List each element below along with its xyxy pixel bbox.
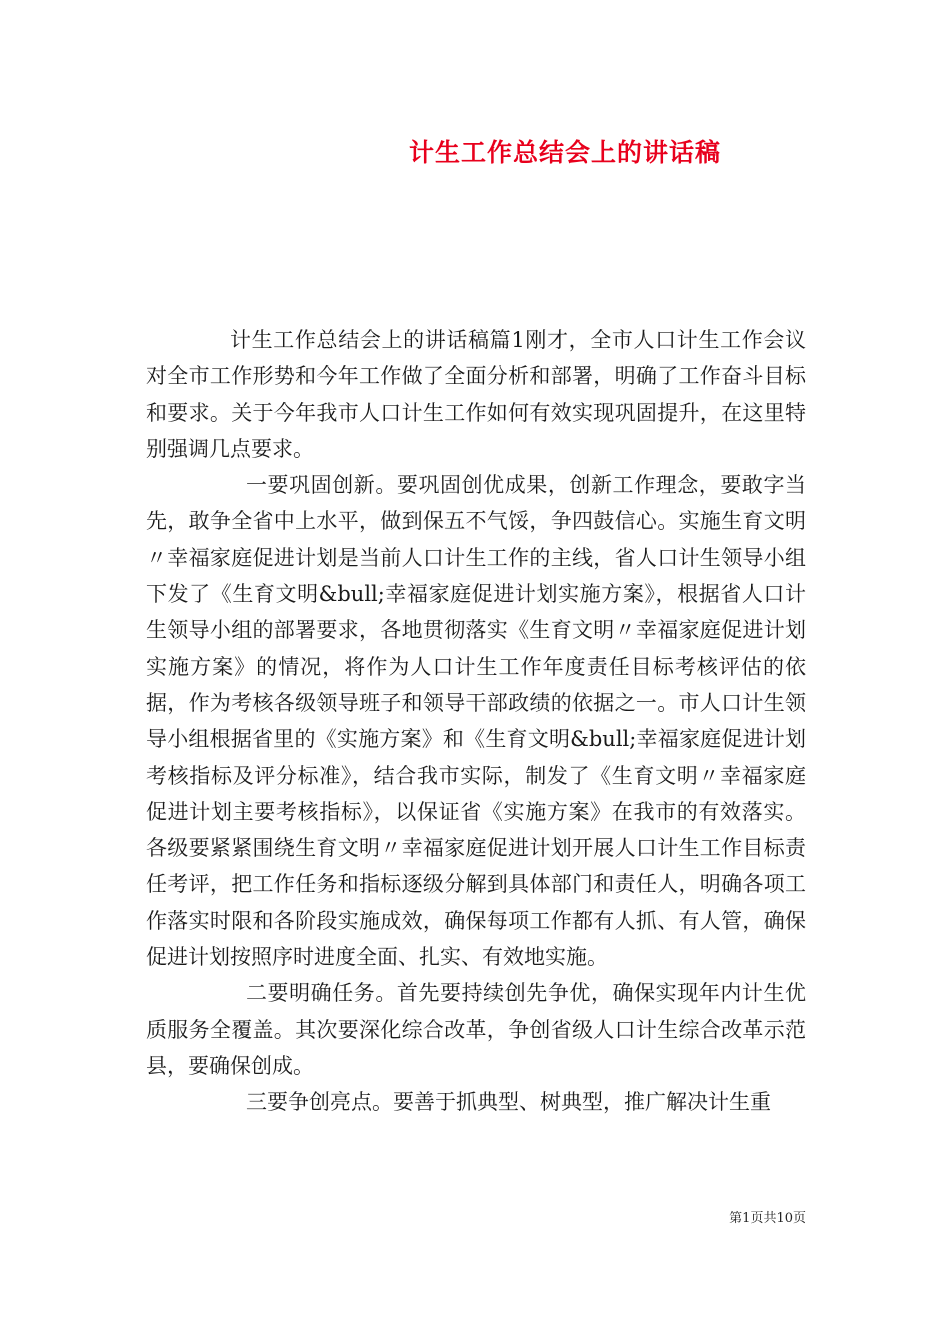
paragraph-point-three: 三要争创亮点。要善于抓典型、树典型，推广解决计生重 <box>246 1090 771 1115</box>
paragraph-intro: 计生工作总结会上的讲话稿篇1刚才，全市人口计生工作会议对全市工作形势和今年工作做了全面分析和部署，明确了工作奋斗目标和要求。关于今年我市人口计生工作如何有效实现巩固提升，在这里特别强调几点要求。 <box>146 328 806 461</box>
paragraph-point-two: 二要明确任务。首先要持续创先争优，确保实现年内计生优质服务全覆盖。其次要深化综合改革，争创省级人口计生综合改革示范县，要确保创成。 <box>146 981 806 1078</box>
paragraph-point-one: 一要巩固创新。要巩固创优成果，创新工作理念，要敢字当先，敢争全省中上水平，做到保五不气馁，争四鼓信心。实施生育文明〃幸福家庭促进计划是当前人口计生工作的主线，省人口计生领导小组下发了《生育文明&bull;幸福家庭促进计划实施方案》，根据省人口计生领导小组的部署要求，各地贯彻落实《生育文明〃幸福家庭促进计划实施方案》的情况，将作为人口计生工作年度责任目标考核评估的依据，作为考核各级领导班子和领导干部政绩的依据之一。市人口计生领导小组根据省里的《实施方案》和《生育文明&bull;幸福家庭促进计划考核指标及评分标准》，结合我市实际，制发了《生育文明〃幸福家庭促进计划主要考核指标》，以保证省《实施方案》在我市的有效落实。各级要紧紧围绕生育文明〃幸福家庭促进计划开展人口计生工作目标责任考评，把工作任务和指标逐级分解到具体部门和责任人，明确各项工作落实时限和各阶段实施成效，确保每项工作都有人抓、有人管，确保促进计划按照序时进度全面、扎实、有效地实施。 <box>146 473 806 970</box>
document-body <box>146 322 806 1121</box>
page-number: 第1页共10页 <box>729 1211 806 1226</box>
document-title: 计生工作总结会上的讲话稿 <box>408 138 721 167</box>
